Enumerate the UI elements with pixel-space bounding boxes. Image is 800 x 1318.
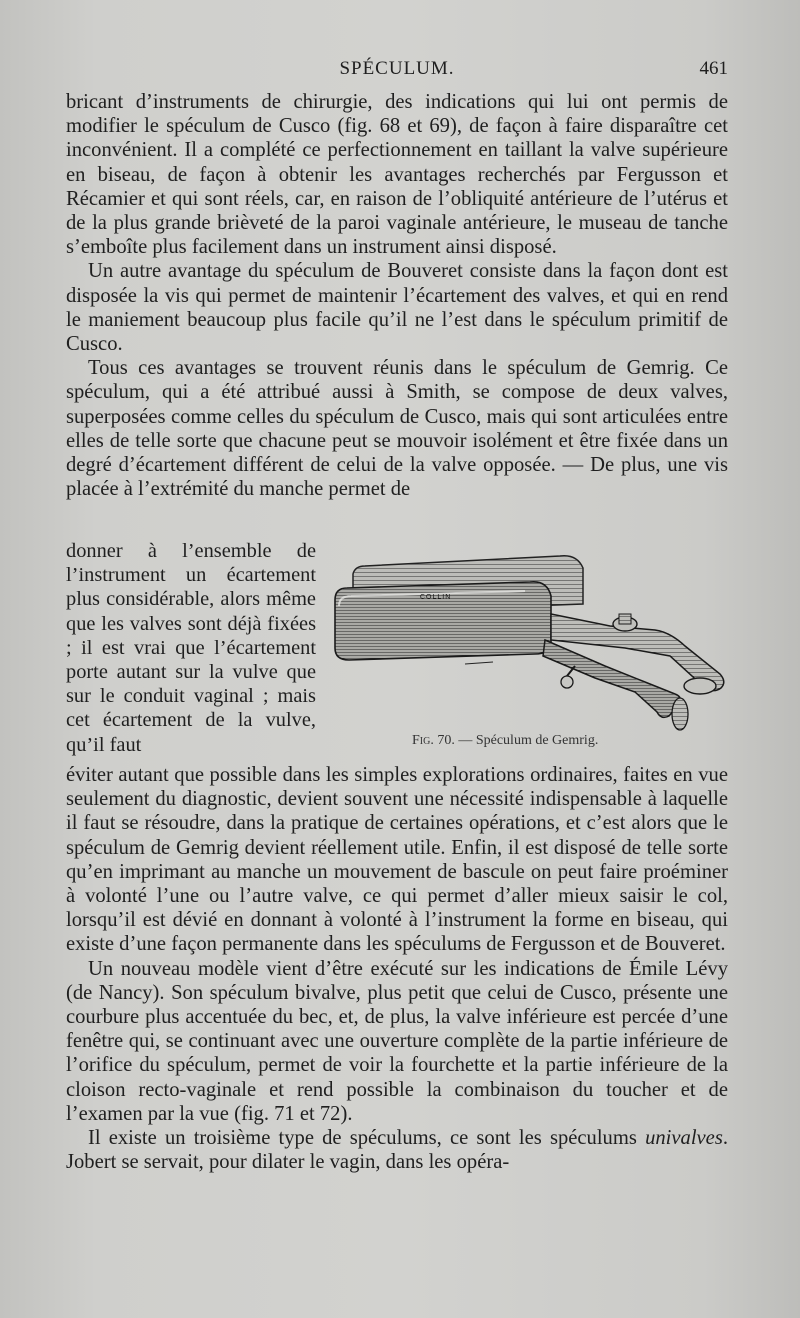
screw-knob-bottom: [561, 676, 573, 688]
page-header: [66, 58, 728, 84]
speculum-engraving: [325, 544, 735, 744]
paragraph-5: [66, 1126, 728, 1174]
paragraph-2: Un autre avantage du spéculum de Bouveret consiste dans la façon dont est disposée la vis qui permet de maintenir l’écartement des valves, et qui en rend le maniement beaucoup plus facile qu’il ne l’est dans le spéculum primitif de Cusco.: [66, 260, 728, 356]
figure-caption-text: — Spéculum de Gemrig.: [454, 733, 599, 748]
running-head: SPÉCULUM.: [339, 58, 455, 79]
emphasis-univalves: univalves: [645, 1127, 723, 1150]
text-beside-figure: [66, 539, 316, 757]
paragraph-3-continuation: éviter autant que possible dans les simples explorations ordinaires, faites en vue seulement du diagnostic, devient souvent une nécessité indispensable à laquelle il faut se résoudre, dans la pratique de certaines opérations, et c’est alors que le spéculum de Gemrig devient réellement utile. Enfin, il est disposé de telle sorte qu’en imprimant au manche un mouvement de bascule on peut faire proéminer à volonté l’une ou l’autre valve, ce qui permet d’aller mieux saisir le col, lorsqu’il est dévié en donnant à volonté à l’instrument la forme en biseau, qui existe d’une façon permanente dans les spéculums de Fergusson et de Bouveret.: [66, 764, 728, 956]
paragraph-1: bricant d’instruments de chirurgie, des indications qui lui ont permis de modifier le spéculum de Cusco (fig. 68 et 69), de façon à faire disparaître cet inconvénient. Il a complété ce perfectionnement en taillant la valve supérieure en biseau, de façon à obtenir les avantages recherchés par Fergusson et Récamier et qui sont réels, car, en raison de l’obliquité antérieure de l’utérus et de la plus grande brièveté de la paroi vaginale antérieure, le museau de tanche s’emboîte plus facilement dans un instrument ainsi disposé.: [66, 91, 728, 259]
figure-70: [325, 544, 735, 754]
text-block-top: [66, 90, 728, 501]
figure-caption: [412, 733, 662, 749]
paragraph-3: Tous ces avantages se trouvent réunis dans le spéculum de Gemrig. Ce spéculum, qui a été attribué aussi à Smith, se compose de deux valves, superposées comme celles du spéculum de Cusco, mais qui sont articulées entre elles de telle sorte que chacune peut se mouvoir isolément et être fixée dans un degré d’écartement différent de celui de la valve opposée. — De plus, une vis placée à l’extrémité du manche permet de: [66, 357, 728, 501]
paragraph-3-wrap: donner à l’ensemble de l’instrument un écartement plus considérable, alors même que les valves sont déjà fixées ; il est vrai que l’écartement porte autant sur la vulve que sur le conduit vaginal ; mais cet écartement de la vulve, qu’il faut: [66, 540, 316, 756]
paragraph-5-end: . Jobert se servait, pour dilater le vagin, dans les opéra-: [66, 1127, 728, 1174]
figure-caption-label: Fig. 70.: [412, 733, 455, 748]
paragraph-4: Un nouveau modèle vient d’être exécuté sur les indications de Émile Lévy (de Nancy). Son spéculum bivalve, plus petit que celui de Cusco, présente une courbure plus accentuée du bec, et, de plus, la valve inférieure est percée d’une fenêtre qui, se continuant avec une ouverture complète de la partie inférieure de l’orifice du spéculum, permet de voir la fourchette et la partie inférieure de la cloison recto-vaginale et rend possible la combinaison du toucher et de l’examen par la vue (fig. 71 et 72).: [66, 957, 728, 1125]
text-block-bottom: [66, 763, 728, 1174]
paragraph-5-start: Il existe un troisième type de spéculums, ce sont les spéculums: [88, 1127, 646, 1150]
thumb-screw: [684, 678, 716, 694]
page-number: 461: [699, 58, 728, 79]
engraved-label: COLLIN: [420, 594, 452, 601]
